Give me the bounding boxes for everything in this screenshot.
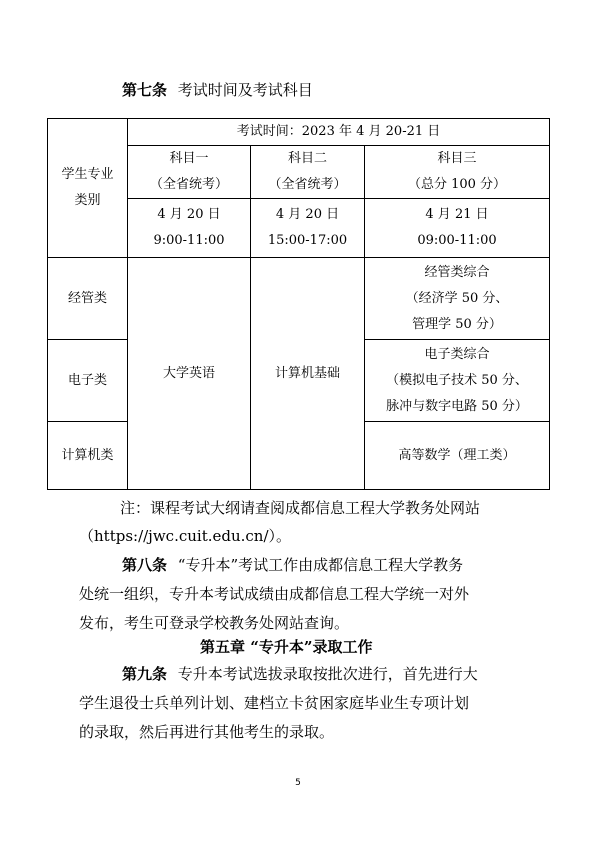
exam-schedule-table	[47, 118, 550, 490]
article8-line3: 发布，考生可登录学校教务处网站查询。	[79, 614, 350, 632]
subject1-header	[128, 146, 251, 199]
article8-label: 第八条	[122, 556, 168, 574]
subject1-note: （全省统考）	[149, 177, 228, 192]
article8-line2: 处统一组织，专升本考试成绩由成都信息工程大学统一对外	[79, 585, 470, 603]
category-economics: 经管类	[48, 258, 128, 340]
subject3-computer: 高等数学（理工类）	[365, 422, 550, 490]
subject3-economics	[365, 258, 550, 340]
article9-line3: 的录取，然后再进行其他考生的录取。	[79, 723, 335, 741]
subject3-header	[365, 146, 550, 199]
page-number: 5	[295, 778, 301, 788]
category-header-cell	[48, 119, 128, 258]
subject1-schedule	[128, 199, 251, 258]
subject2-date: 4 月 20 日	[275, 207, 340, 222]
subject2-schedule	[251, 199, 365, 258]
article8-text1: “专升本”考试工作由成都信息工程大学教务	[177, 556, 464, 574]
subject3-date: 4 月 21 日	[425, 207, 489, 222]
article9-label: 第九条	[122, 665, 168, 683]
note-line2: （https://jwc.cuit.edu.cn/）。	[79, 527, 292, 545]
subject2-time: 15:00-17:00	[267, 233, 348, 248]
subject3-electronics	[365, 340, 550, 422]
subject2-note: （全省统考）	[268, 177, 347, 192]
article9-line2: 学生退役士兵单列计划、建档立卡贫困家庭毕业生专项计划	[79, 694, 470, 712]
article7-label: 第七条	[122, 81, 168, 99]
category-header-line2: 类别	[74, 193, 101, 208]
chapter5-title: 第五章 “专升本”录取工作	[200, 638, 373, 656]
subject3-name: 科目三	[437, 151, 477, 166]
subject3-note: （总分 100 分）	[407, 177, 507, 192]
subject3-schedule	[365, 199, 550, 258]
subject3-economics-line2: （经济学 50 分、	[405, 290, 509, 306]
article7-title: 考试时间及考试科目	[177, 81, 313, 99]
subject3-economics-line1: 经管类综合	[424, 264, 490, 280]
subject3-time: 09:00-11:00	[417, 233, 497, 248]
exam-time-cell: 考试时间：2023 年 4 月 20-21 日	[128, 119, 550, 146]
subject3-electronics-line3: 脉冲与数字电路 50 分）	[386, 398, 528, 414]
subject3-economics-line3: 管理学 50 分）	[412, 316, 502, 332]
subject1-name: 科目一	[169, 151, 209, 166]
note-line1: 注：课程考试大纲请查阅成都信息工程大学教务处网站	[120, 499, 481, 517]
category-computer: 计算机类	[48, 422, 128, 490]
subject2-name: 科目二	[287, 151, 327, 166]
category-electronics: 电子类	[48, 340, 128, 422]
subject1-time: 9:00-11:00	[153, 233, 225, 248]
subject3-electronics-line2: （模拟电子技术 50 分、	[386, 372, 528, 388]
subject3-electronics-line1: 电子类综合	[424, 346, 490, 362]
subject2-value: 计算机基础	[251, 258, 365, 490]
subject2-header	[251, 146, 365, 199]
article9-text1: 专升本考试选拔录取按批次进行，首先进行大	[177, 665, 478, 683]
category-header-line1: 学生专业	[61, 167, 114, 182]
article7-heading	[122, 80, 313, 100]
article8-line1	[122, 555, 463, 575]
subject1-date: 4 月 20 日	[157, 207, 221, 222]
subject1-value: 大学英语	[128, 258, 251, 490]
article9-line1	[122, 664, 478, 684]
